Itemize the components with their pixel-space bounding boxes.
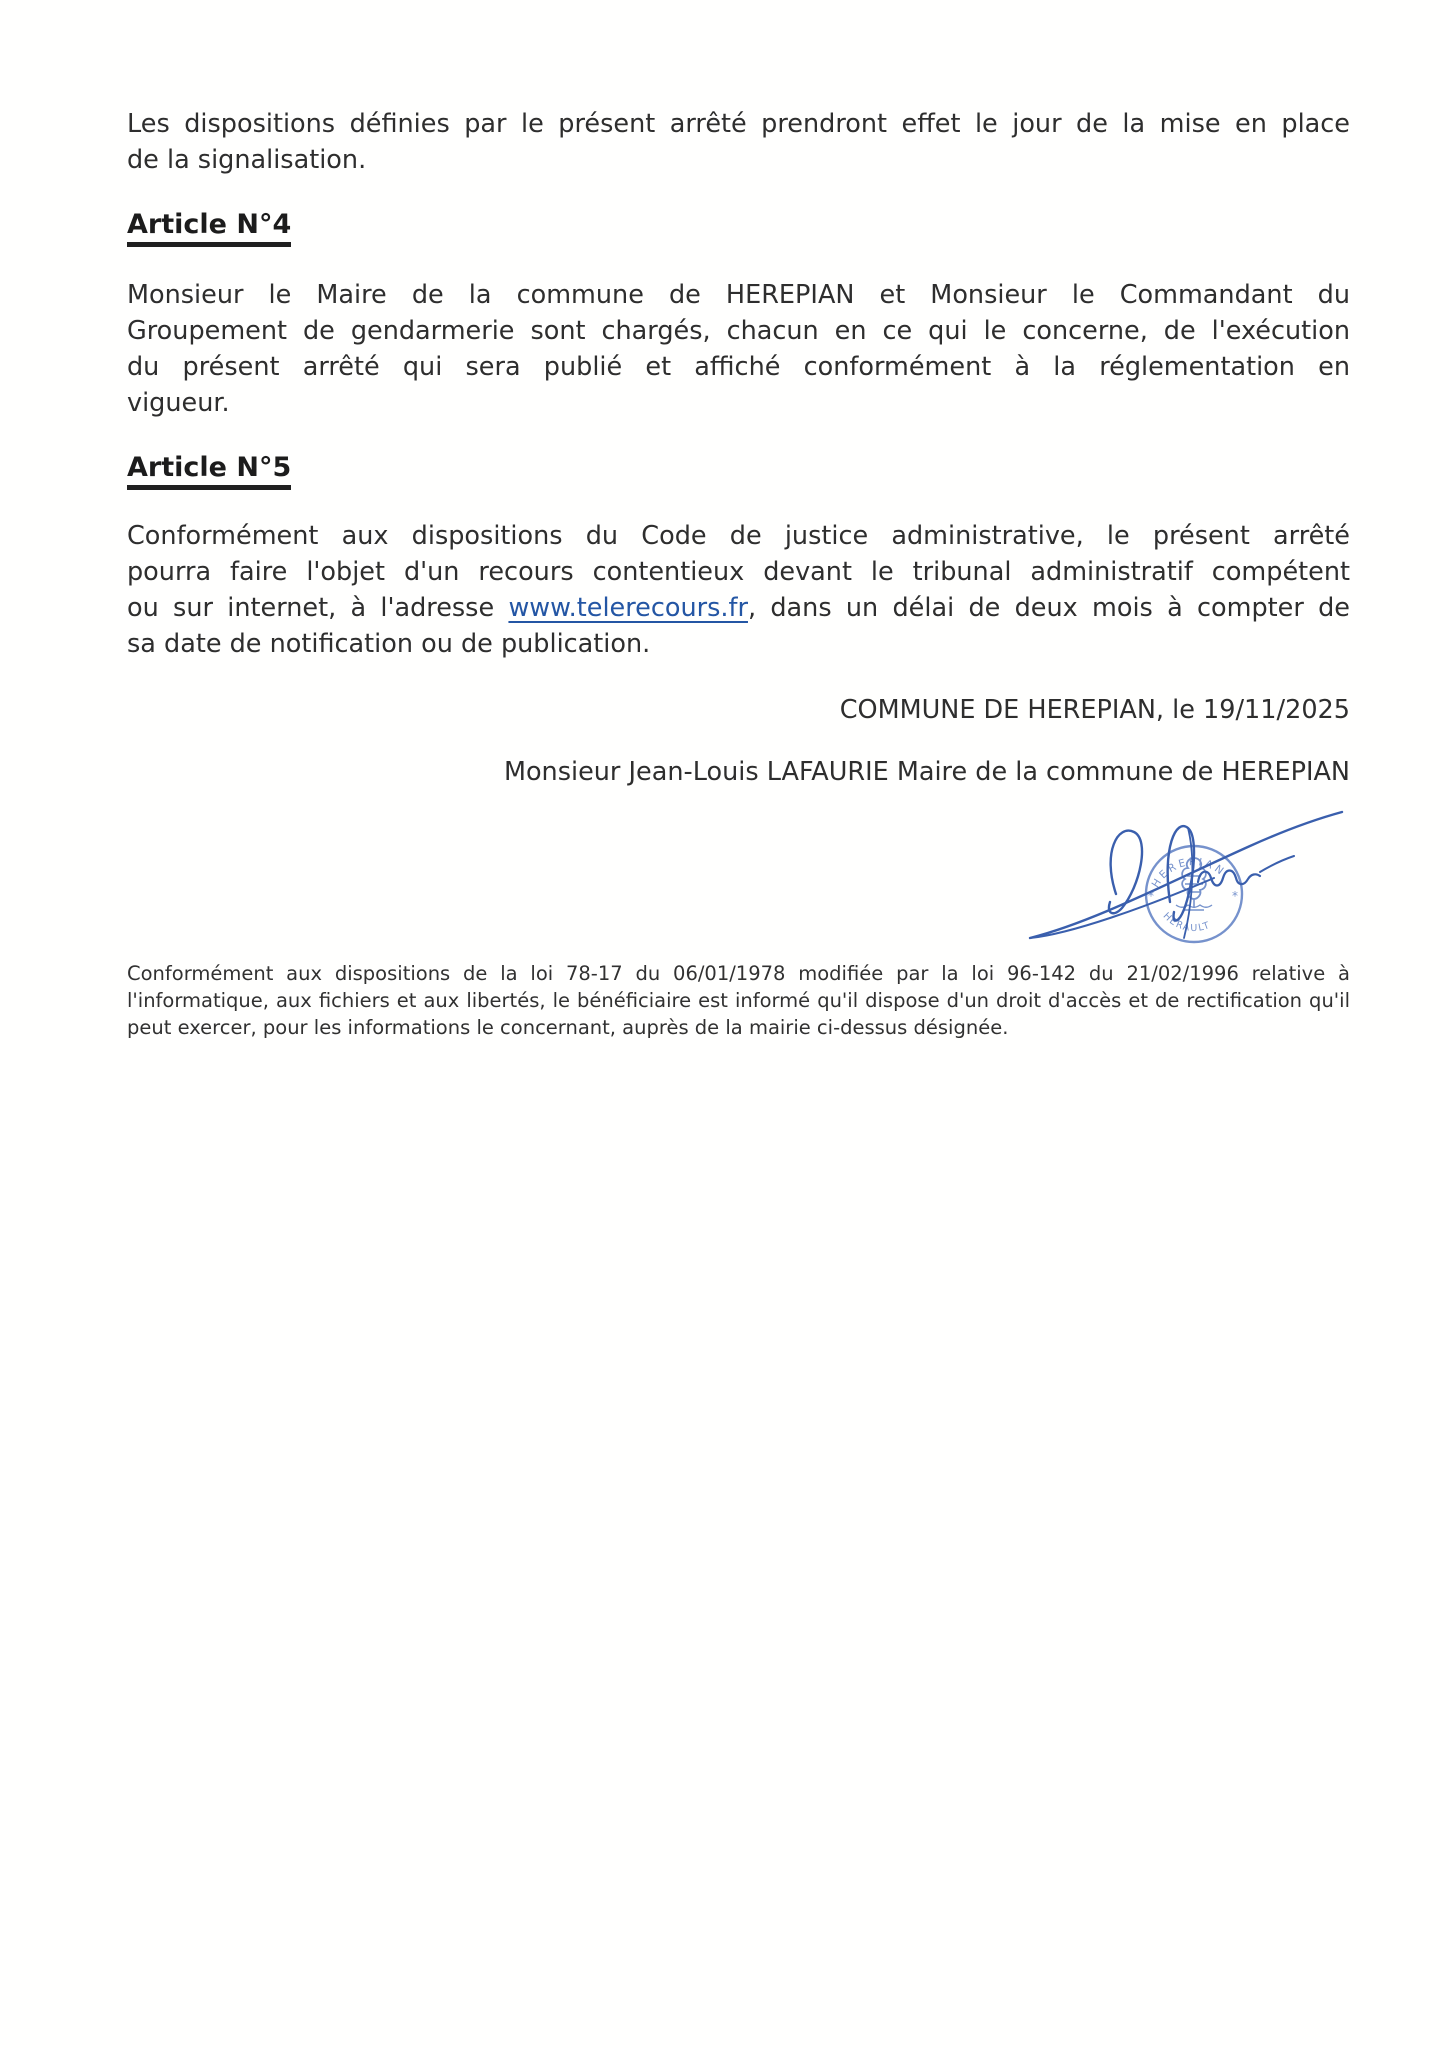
stamp-bottom-text: HERAULT [1160,910,1213,934]
paragraph-effet [127,106,1350,178]
stamp-star-right: * [1232,889,1238,903]
paragraph-execution [127,277,1350,421]
paragraph-line: pourra faire l'objet d'un recours contentieux devant le tribunal administratif compétent [127,557,1350,587]
telerecours-link[interactable]: www.telerecours.fr [508,593,748,623]
document-content [127,0,1350,1041]
signer-line: Monsieur Jean-Louis LAFAURIE Maire de la commune de HEREPIAN [503,757,1350,787]
stamp-top-text: HEREPIAN [1149,856,1228,890]
paragraph-line: du présent arrêté qui sera publié et affiché conformément à la réglementation en [127,352,1350,382]
footer-line: l'informatique, aux fichiers et aux libertés, le bénéficiaire est informé qu'il dispose d'un droit d'accès et de rectification qu'il [127,989,1350,1012]
paragraph-line-with-link [127,590,1350,626]
paragraph-recours [127,518,1350,662]
paragraph-line: Les dispositions définies par le présent arrêté prendront effet le jour de la mise en place [127,109,1350,139]
article-5-heading [127,453,1350,490]
stamp-star-left: * [1148,889,1154,903]
footer-line: Conformément aux dispositions de la loi 78-17 du 06/01/1978 modifiée par la loi 96-142 du 21/02/1996 relative à [127,962,1350,985]
paragraph-line: Conformément aux dispositions du Code de justice administrative, le présent arrêté [127,521,1350,551]
paragraph-line: de la signalisation. [127,145,367,175]
link-line-pre: ou sur internet, à l'adresse [127,593,509,623]
paragraph-line: Monsieur le Maire de la commune de HEREPIAN et Monsieur le Commandant du [127,280,1350,310]
signature-and-stamp-image [1024,802,1354,967]
article-4-heading-text: Article N°4 [127,210,291,247]
footer-legal-notice [127,960,1350,1041]
paragraph-line: vigueur. [127,388,230,418]
article-5-heading-text: Article N°5 [127,453,291,490]
signature-image [1030,812,1342,938]
footer-line: peut exercer, pour les informations le concernant, auprès de la mairie ci-dessus désignée. [127,1016,1009,1039]
paragraph-line: Groupement de gendarmerie sont chargés, chacun en ce qui le concerne, de l'exécution [127,316,1350,346]
article-4-heading [127,210,1350,247]
signature-area [127,802,1350,960]
date-line: COMMUNE DE HEREPIAN, le 19/11/2025 [839,695,1350,725]
paragraph-line: sa date de notification ou de publication. [127,629,651,659]
link-line-post: , dans un délai de deux mois à compter de [747,593,1350,623]
